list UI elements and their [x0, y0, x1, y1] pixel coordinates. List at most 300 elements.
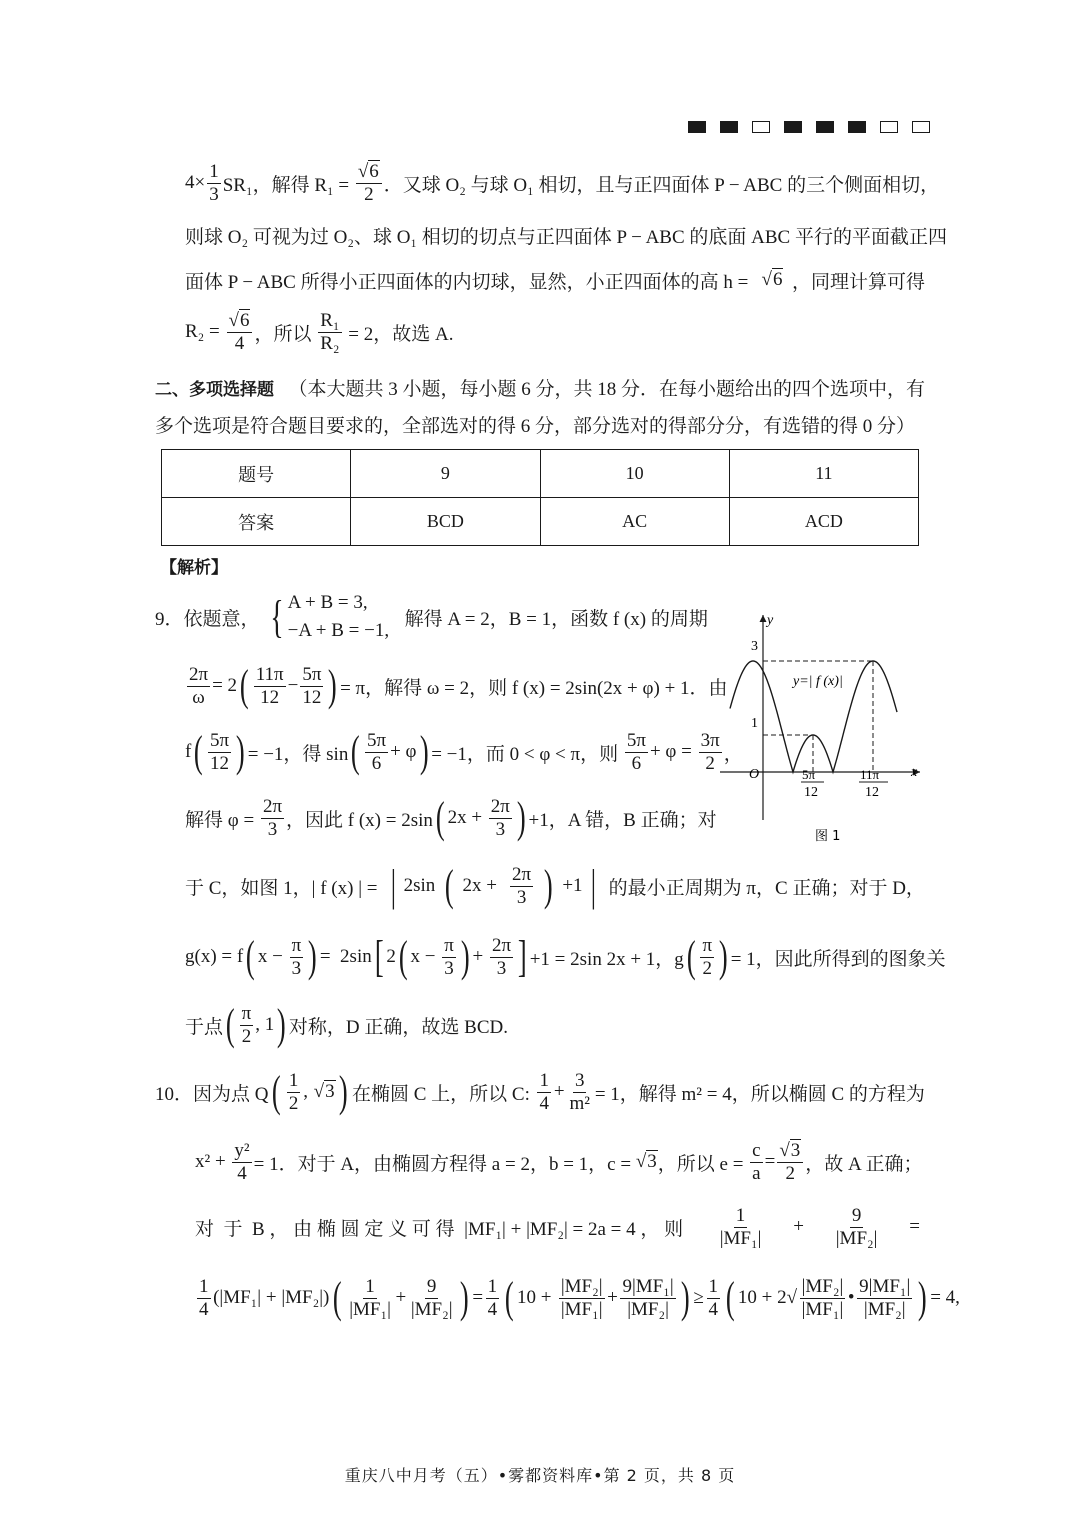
text-segment: − — [287, 675, 299, 696]
text-line — [155, 587, 708, 647]
text-line — [185, 302, 453, 362]
text-segment: 2 — [386, 946, 396, 967]
denominator — [207, 184, 221, 205]
numerator — [254, 665, 286, 687]
bracket: ) — [236, 727, 245, 776]
text-segment: 的最小正周期为 π，C 正确；对于 D， — [603, 877, 925, 899]
fraction — [707, 1277, 721, 1320]
text-line — [155, 394, 915, 454]
denominator — [318, 333, 341, 354]
text-segment: ，因此 f (x) = 2sin — [286, 809, 433, 831]
numerator — [750, 1141, 762, 1163]
text-segment: 2π — [189, 663, 209, 685]
square-root: √3 — [635, 1151, 657, 1172]
fraction — [537, 1071, 551, 1114]
equation-system — [266, 589, 390, 644]
denominator — [442, 958, 456, 979]
text-segment: |MF₂| — [410, 1298, 453, 1320]
fraction — [834, 1206, 880, 1249]
text-segment: 12 — [210, 752, 230, 774]
text-segment: 在椭圆 C 上，所以 C: — [351, 1083, 535, 1105]
text-segment: 3 — [209, 183, 219, 205]
fraction — [261, 797, 284, 840]
text-segment: +1，A 错，B 正确；对 — [528, 809, 717, 831]
text-segment: 解得 φ = — [185, 809, 259, 831]
text-segment: 5π — [302, 663, 322, 685]
square-root: √3 — [313, 1081, 335, 1102]
text-segment: +1 — [562, 875, 583, 896]
bracket: ) — [460, 1273, 469, 1322]
text-segment: 10 + 2√ — [737, 1287, 798, 1308]
text-segment: |MF₂| — [863, 1298, 906, 1320]
bracket: | — [390, 861, 396, 910]
denominator — [834, 1228, 880, 1249]
y-tick-3: 3 — [751, 639, 758, 654]
text-line — [185, 927, 946, 987]
fraction — [489, 797, 512, 840]
bracket: | — [590, 861, 596, 910]
text-segment: 4× — [185, 172, 206, 193]
text-line — [185, 995, 508, 1055]
text-segment: +1 = 2sin 2x + 1，g — [529, 948, 684, 970]
numerator — [573, 1071, 587, 1093]
numerator — [857, 1277, 912, 1299]
table-cell: 9 — [351, 450, 540, 498]
text-segment: 9|MF₁| — [622, 1275, 674, 1297]
fraction — [567, 1071, 591, 1114]
bracket: ( — [246, 932, 255, 981]
fraction — [486, 1277, 500, 1320]
text-segment: |MF₂| — [835, 1227, 878, 1249]
text-segment: 2π — [490, 795, 510, 817]
text-segment: ω — [192, 686, 205, 708]
bracket: ) — [339, 1067, 349, 1116]
text-segment: (|MF₁| + |MF₂|) — [213, 1287, 330, 1308]
fraction — [208, 731, 231, 774]
text-segment: |MF₁| — [560, 1298, 603, 1320]
fraction — [857, 1277, 912, 1320]
text-segment: y² — [234, 1139, 250, 1161]
text-segment: 4 — [234, 332, 245, 354]
bracket: ( — [435, 793, 445, 842]
denominator — [784, 1163, 798, 1184]
text-segment: 2x + — [462, 875, 502, 896]
text-segment: • — [847, 1287, 855, 1308]
text-segment: + — [472, 946, 488, 967]
denominator — [630, 753, 644, 774]
numerator — [287, 1071, 301, 1093]
denominator — [190, 687, 207, 708]
text-segment: 1 — [199, 1275, 209, 1297]
text-segment: ≥ — [693, 1287, 704, 1308]
numerator — [777, 1141, 803, 1163]
fraction — [287, 1071, 301, 1114]
numerator — [559, 1277, 605, 1299]
page-footer: 重庆八中月考（五）•雾都资料库•第 2 页，共 8 页 — [344, 1466, 736, 1485]
denominator — [862, 1299, 908, 1320]
text-segment: 面体 P − ABC 所得小正四面体的内切球，显然，小正四面体的高 h = — [185, 271, 754, 293]
text-segment: 5π — [626, 729, 646, 751]
text-segment: 则球 O₂ 可视为过 O₂、球 O₁ 相切的切点与正四面体 P − ABC 的底面 ABC 平行的平面截正四 — [185, 226, 947, 248]
denominator — [233, 333, 247, 354]
text-segment: π — [241, 1002, 252, 1024]
fraction — [625, 731, 648, 774]
denominator — [290, 958, 304, 979]
x-tick-11pi12-den: 12 — [865, 785, 879, 800]
fraction — [356, 162, 382, 205]
figure-1-graph — [715, 600, 935, 850]
fraction — [777, 1141, 803, 1184]
bracket: [ — [374, 932, 384, 981]
text-segment: + φ — [390, 741, 417, 762]
bold-heading: 【解析】 — [160, 557, 228, 578]
text-segment: 1 — [209, 160, 219, 182]
text-segment: 3 — [291, 957, 302, 979]
text-segment: = 2sin — [319, 946, 372, 967]
text-segment: 2 — [705, 752, 715, 774]
text-segment: = — [472, 1287, 484, 1308]
denominator — [559, 1299, 605, 1320]
radicand: 3 — [325, 1081, 335, 1102]
numerator — [356, 162, 382, 184]
text-line — [185, 856, 925, 916]
text-segment: 1 — [539, 1069, 549, 1091]
denominator — [701, 958, 715, 979]
fraction — [700, 936, 714, 979]
text-line — [195, 1197, 920, 1257]
text-segment: 12 — [302, 686, 322, 708]
denominator — [240, 1026, 254, 1047]
text-segment: , — [303, 1081, 313, 1102]
fraction — [187, 665, 210, 708]
numerator — [290, 936, 304, 958]
text-segment: 3 — [267, 818, 278, 840]
table-cell: AC — [540, 498, 729, 546]
text-segment: = 1．对于 A，由椭圆方程得 a = 2，b = 1，c = — [253, 1153, 636, 1175]
text-segment: , 1 — [255, 1014, 275, 1035]
denominator — [370, 753, 384, 774]
text-segment: 2 — [288, 1092, 299, 1114]
text-segment: = 1，解得 m² = 4，所以椭圆 C 的方程为 — [594, 1083, 925, 1105]
text-segment: 3 — [574, 1069, 585, 1091]
text-segment: x − — [257, 946, 288, 967]
radicand: 6 — [772, 269, 783, 290]
numerator — [318, 311, 341, 333]
bracket: ) — [516, 793, 526, 842]
text-segment: 4 — [539, 1092, 549, 1114]
text-segment: 5π — [209, 729, 230, 751]
denominator — [287, 1093, 301, 1114]
bracket: ) — [308, 932, 317, 981]
text-segment: 6 — [371, 752, 382, 774]
text-segment: 4 — [708, 1298, 719, 1320]
text-segment: 于点 — [185, 1016, 224, 1038]
fraction — [347, 1277, 393, 1320]
text-segment: ，故 A 正确； — [805, 1153, 923, 1175]
text-line — [185, 250, 925, 310]
text-segment: 2 — [785, 1162, 796, 1184]
bracket: ) — [718, 932, 728, 981]
text-segment: 2sin — [403, 875, 436, 896]
text-line — [195, 1268, 960, 1328]
fraction — [207, 162, 221, 205]
text-segment: 9．依题意， — [155, 608, 260, 630]
text-segment: = — [909, 1216, 920, 1237]
text-line — [185, 788, 717, 848]
numerator — [620, 1277, 675, 1299]
numerator — [490, 936, 513, 958]
text-segment: 于 C，如图 1，| f (x) | = — [185, 877, 383, 899]
text-segment: x − — [410, 946, 441, 967]
radicand: 6 — [239, 309, 250, 331]
text-segment: （本大题共 3 小题，每小题 6 分，共 18 分．在每小题给出的四个选项中，有 — [288, 378, 925, 400]
text-segment: |MF₂| — [627, 1298, 669, 1320]
curve-label: y=| f (x)| — [793, 674, 843, 689]
denominator — [750, 1163, 762, 1184]
text-segment: = 1，因此所得到的图象关 — [730, 948, 946, 970]
numerator — [240, 1004, 254, 1026]
bracket: ( — [239, 661, 249, 710]
numerator — [261, 797, 284, 819]
text-segment: π — [444, 934, 454, 956]
numerator — [734, 1206, 748, 1228]
bracket: ) — [277, 1000, 286, 1049]
fraction — [510, 865, 533, 908]
fraction — [240, 1004, 254, 1047]
text-segment: 1 — [487, 1275, 498, 1297]
text-segment: 1 — [288, 1069, 299, 1091]
text-segment: SR₁，解得 R₁ = — [222, 174, 354, 196]
numerator — [625, 731, 648, 753]
numerator — [187, 665, 210, 687]
fraction — [620, 1277, 675, 1320]
text-segment: 1 — [708, 1275, 719, 1297]
bracket: ) — [681, 1273, 690, 1322]
fraction — [490, 936, 513, 979]
text-segment: 2 — [364, 183, 374, 205]
text-segment: A + B = 3, — [287, 592, 368, 614]
text-segment: 4 — [237, 1162, 247, 1184]
fraction — [318, 311, 341, 354]
denominator — [515, 887, 529, 908]
text-segment: 2π — [512, 863, 532, 885]
radicand: 6 — [369, 160, 379, 182]
origin-label: O — [749, 767, 760, 782]
radicand: 3 — [790, 1139, 801, 1161]
bracket: ( — [194, 727, 204, 776]
numerator — [850, 1206, 864, 1228]
text-segment: |MF₁| — [719, 1227, 762, 1249]
table-row — [162, 498, 919, 546]
fraction — [300, 665, 323, 708]
bracket: ( — [444, 861, 454, 910]
header-mark-square — [880, 121, 898, 133]
denominator — [300, 687, 323, 708]
table-row — [162, 450, 919, 498]
text-segment: |MF₁| — [349, 1298, 391, 1320]
table-cell: 10 — [540, 450, 729, 498]
text-segment: 对称，D 正确，故选 BCD. — [288, 1016, 508, 1038]
fraction — [365, 731, 388, 774]
header-mark-square — [688, 121, 706, 133]
bracket: ) — [544, 861, 554, 910]
denominator — [707, 1299, 721, 1320]
denominator — [486, 1299, 500, 1320]
denominator — [625, 1299, 671, 1320]
bracket: ( — [725, 1273, 735, 1322]
numerator — [425, 1277, 439, 1299]
bracket: ) — [328, 661, 338, 710]
numerator — [486, 1277, 500, 1299]
text-segment: m² — [569, 1092, 590, 1114]
text-segment: 3 — [444, 957, 454, 979]
text-segment: = π，解得 ω = 2，则 f (x) = 2sin(2x + φ) + 1．由 — [340, 677, 728, 699]
x-tick-5pi12-num: 5π — [802, 767, 816, 782]
fraction — [197, 1277, 211, 1320]
text-line — [155, 1062, 925, 1122]
header-mark-square — [752, 121, 770, 133]
x-axis-label: x — [911, 765, 918, 780]
fraction — [559, 1277, 605, 1320]
table-cell: 题号 — [162, 450, 351, 498]
text-segment: 解得 A = 2，B = 1，函数 f (x) 的周期 — [395, 608, 708, 630]
text-segment: = — [764, 1151, 776, 1172]
numerator — [442, 936, 456, 958]
text-segment: R₂ — [320, 332, 340, 354]
text-segment: ，所以 e = — [657, 1153, 749, 1175]
denominator — [258, 687, 281, 708]
text-segment: −A + B = −1, — [287, 620, 390, 641]
text-segment: 1 — [735, 1204, 746, 1226]
text-segment: π — [702, 934, 713, 956]
text-segment: |MF₁| — [801, 1298, 844, 1320]
bracket: ) — [917, 1273, 927, 1322]
system-rows — [288, 589, 389, 644]
fraction — [750, 1141, 762, 1184]
header-mark-square — [848, 121, 866, 133]
fraction — [290, 936, 304, 979]
bracket: ] — [517, 932, 527, 981]
text-segment: ，所以 — [254, 323, 317, 345]
text-segment: = 2，故选 A. — [343, 323, 454, 345]
text-segment: 3 — [516, 886, 527, 908]
text-segment: = 2 — [212, 675, 238, 696]
brace: { — [269, 591, 284, 642]
text-segment: 4 — [487, 1298, 498, 1320]
header-mark-square — [816, 121, 834, 133]
numerator — [365, 731, 388, 753]
numerator — [208, 731, 231, 753]
denominator — [718, 1228, 764, 1249]
bracket: ( — [272, 1067, 282, 1116]
table-cell: 11 — [729, 450, 918, 498]
denominator — [409, 1299, 455, 1320]
denominator — [567, 1093, 591, 1114]
numerator — [197, 1277, 211, 1299]
y-axis-label: y — [767, 613, 774, 628]
table-cell: BCD — [351, 498, 540, 546]
text-segment: + φ = — [649, 741, 697, 762]
fraction — [718, 1206, 764, 1249]
text-segment: |MF₂| — [560, 1275, 603, 1297]
fraction — [232, 1141, 251, 1184]
numerator — [510, 865, 533, 887]
text-segment: 6 — [631, 752, 642, 774]
text-segment: g(x) = f — [185, 946, 244, 967]
numerator — [489, 797, 512, 819]
square-root: √6 — [761, 269, 783, 290]
text-segment: 3 — [495, 818, 506, 840]
text-segment: 4 — [199, 1298, 209, 1320]
denominator — [800, 1299, 846, 1320]
text-segment: 2 — [702, 957, 712, 979]
text-segment: + — [607, 1287, 618, 1308]
square-root: √6 — [357, 160, 379, 182]
bracket: ) — [460, 932, 470, 981]
numerator — [232, 1141, 251, 1163]
numerator — [207, 162, 221, 184]
numerator — [700, 936, 714, 958]
header-mark-square — [912, 121, 930, 133]
fraction — [800, 1277, 846, 1320]
denominator — [494, 819, 508, 840]
text-segment: 11π — [255, 663, 284, 685]
text-segment: 2π — [262, 795, 283, 817]
text-segment: 3π — [700, 729, 720, 751]
text-line — [185, 656, 728, 716]
denominator — [495, 958, 509, 979]
text-segment: = −1，而 0 < φ < π，则 — [431, 743, 623, 765]
fraction — [409, 1277, 455, 1320]
square-root: √3 — [779, 1139, 801, 1161]
fraction — [442, 936, 456, 979]
fraction — [227, 311, 253, 354]
header-mark-square — [784, 121, 802, 133]
text-line — [185, 153, 940, 213]
text-segment: 9 — [851, 1204, 862, 1226]
text-segment: 9 — [426, 1275, 437, 1297]
text-segment: + — [395, 1287, 407, 1308]
text-segment: 2π — [491, 934, 512, 956]
text-segment: = −1，得 sin — [247, 743, 349, 765]
text-segment: R₂ = — [185, 321, 225, 342]
table-cell: 答案 — [162, 498, 351, 546]
text-segment: c — [752, 1139, 761, 1161]
answer-table — [161, 449, 919, 546]
text-segment: 5π — [367, 729, 387, 751]
denominator — [208, 753, 231, 774]
text-segment: a — [752, 1162, 761, 1184]
denominator — [235, 1163, 249, 1184]
bold-heading: 二、多项选择题 — [155, 379, 274, 400]
text-segment: ．又球 O₂ 与球 O₁ 相切，且与正四面体 P − ABC 的三个侧面相切， — [383, 174, 940, 196]
text-segment: 对 于 B ， 由 椭 圆 定 义 可 得 |MF₁| + |MF₂| = 2a = 4 ， 则 — [195, 1218, 688, 1240]
text-segment: 2x + — [447, 807, 487, 828]
bracket: ( — [225, 1000, 235, 1049]
numerator — [227, 311, 253, 333]
square-root: √6 — [228, 309, 250, 331]
numerator — [800, 1277, 846, 1299]
text-segment: 2 — [241, 1025, 252, 1047]
figure-caption: 图 1 — [815, 829, 841, 844]
text-segment: x² + — [195, 1151, 231, 1172]
header-mark-square — [720, 121, 738, 133]
bracket: ( — [504, 1273, 514, 1322]
text-segment: = 4, — [930, 1287, 960, 1308]
text-segment: 1 — [365, 1275, 375, 1297]
bracket: ( — [686, 932, 696, 981]
text-segment: + — [793, 1216, 804, 1237]
